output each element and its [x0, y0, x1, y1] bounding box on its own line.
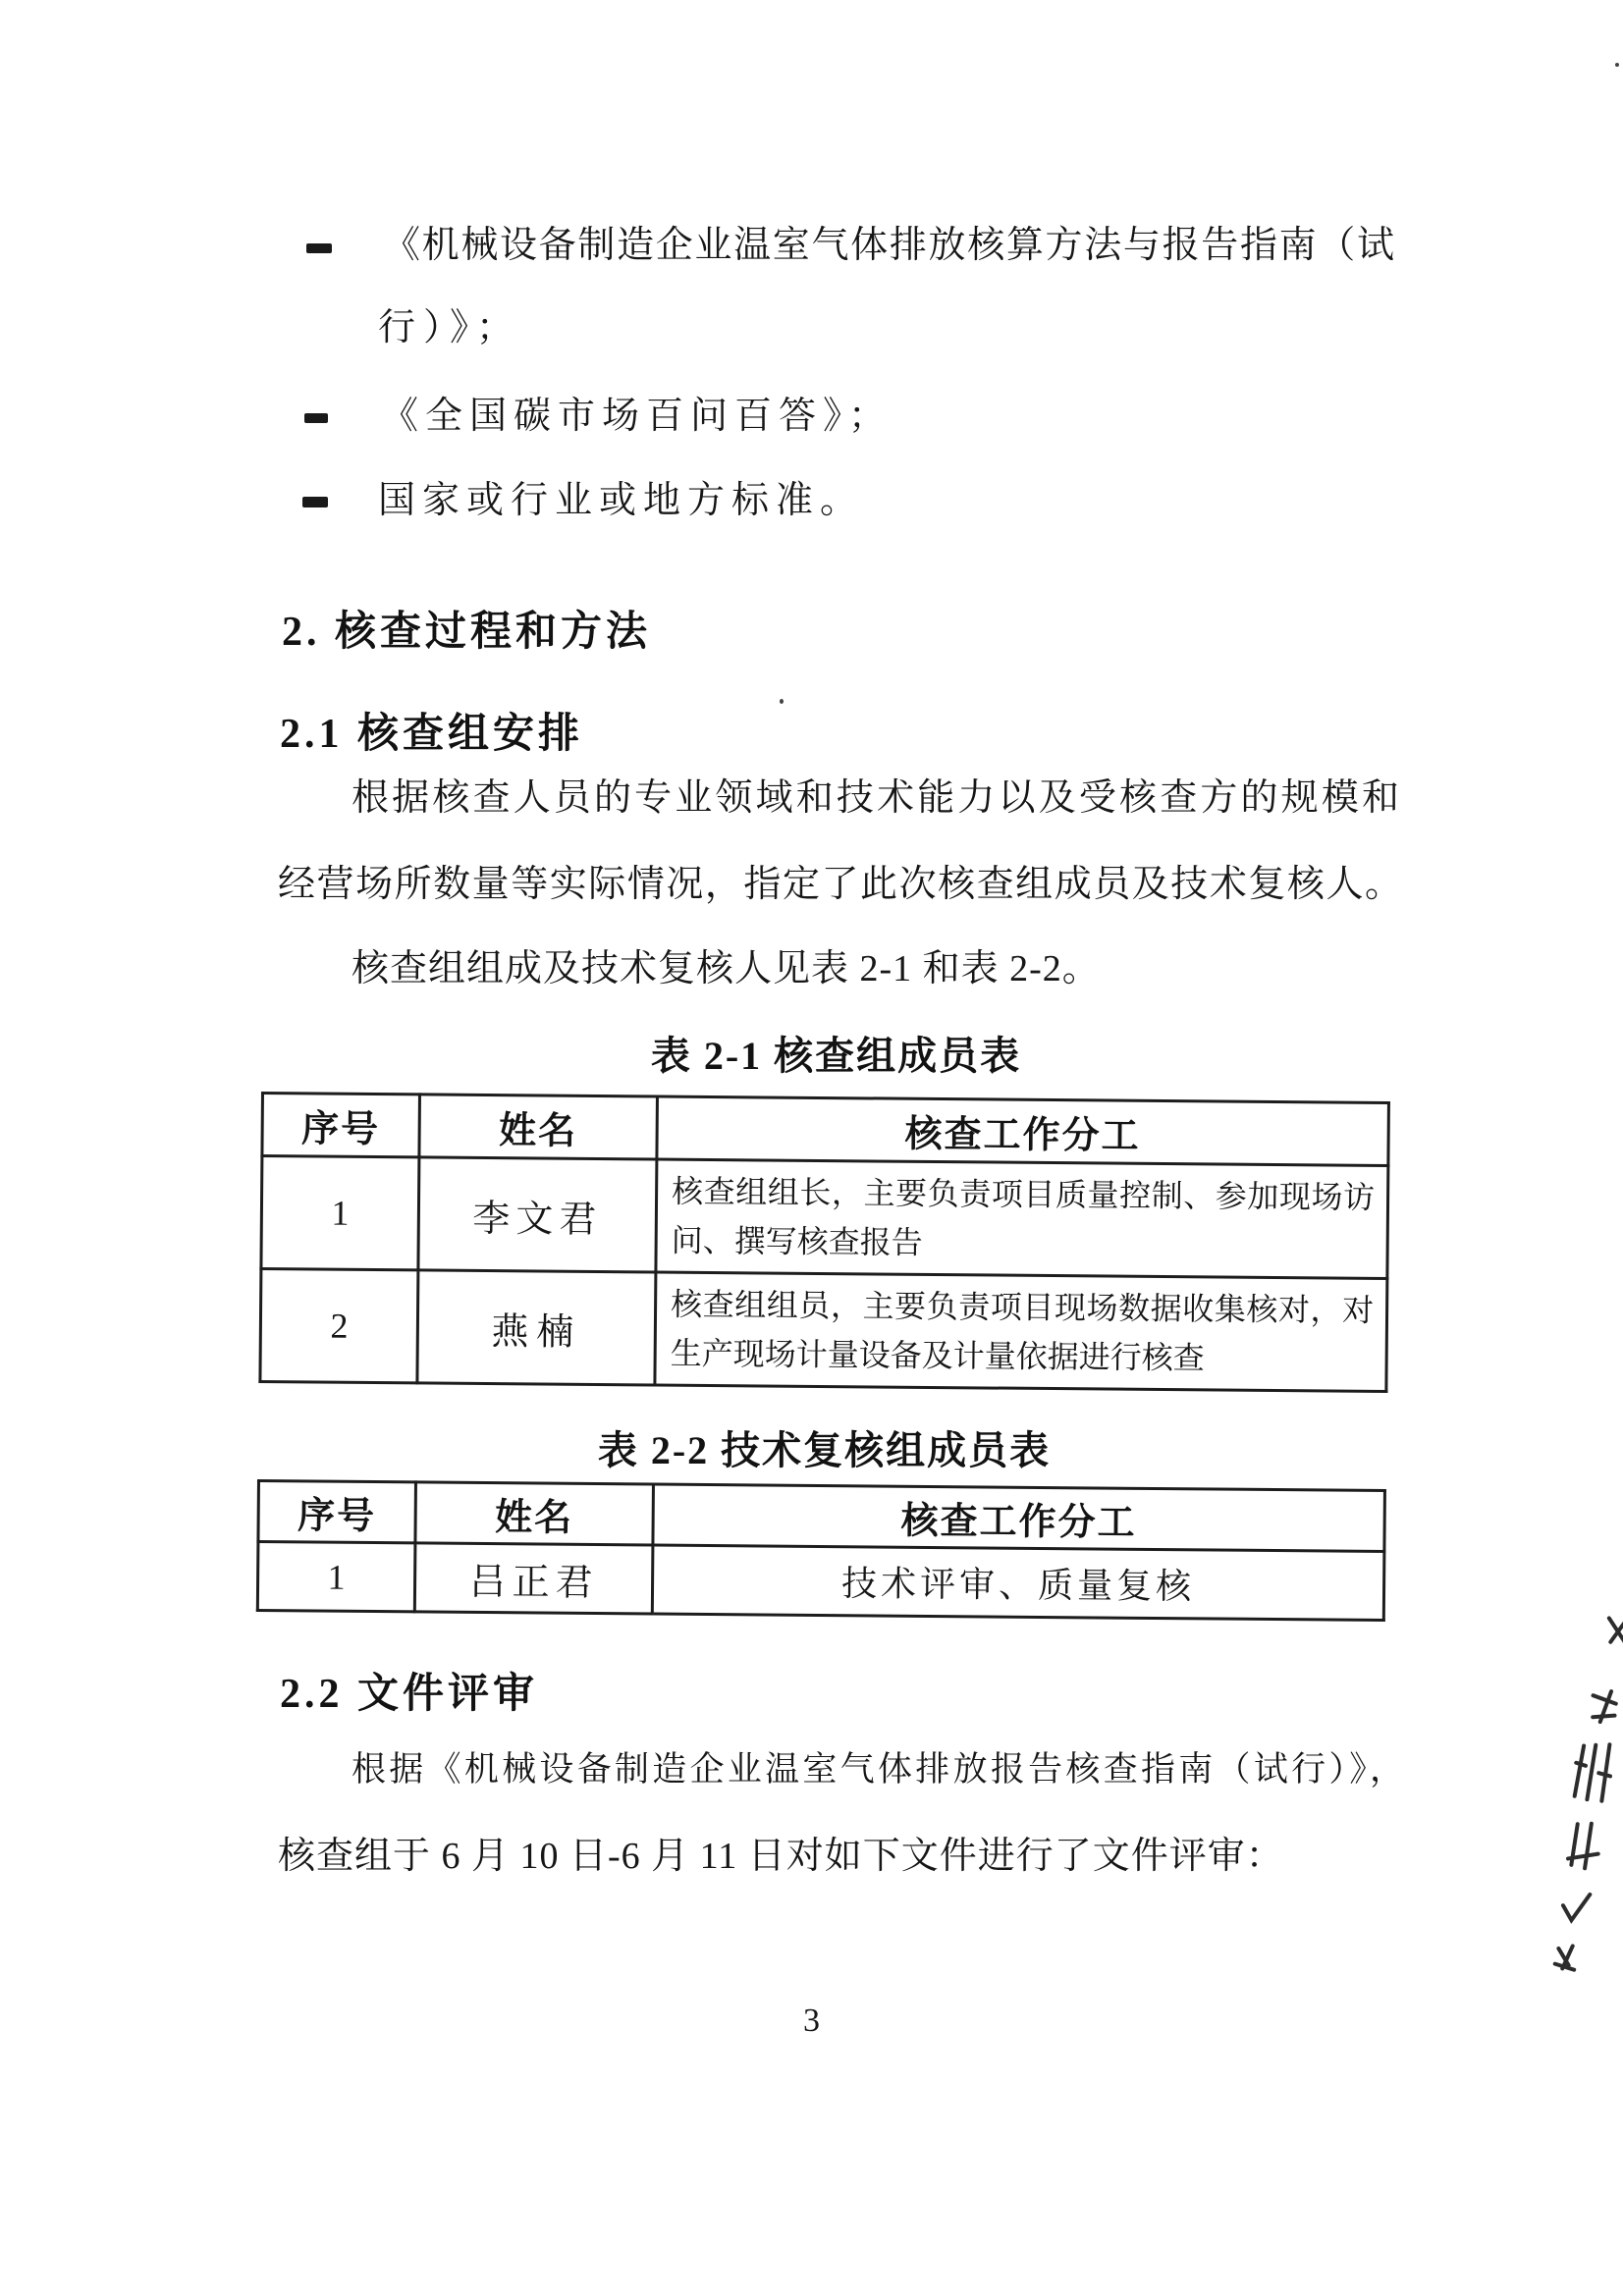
bullet-item-text: 《全国碳市场百问百答》；: [381, 396, 893, 437]
ink-speck: [780, 699, 784, 704]
bullet-item-text: 国家或行业或地方标准。: [378, 480, 865, 521]
section-heading: 2. 核查过程和方法: [282, 610, 652, 655]
paragraph-line: 根据核查人员的专业领域和技术能力以及受核查方的规模和: [352, 777, 1399, 819]
column-header: 序号: [262, 1094, 420, 1157]
duty-line: 核查组组员，主要负责项目现场数据收集核对，对: [670, 1286, 1375, 1328]
bullet-item-text: 行）》；: [378, 307, 522, 348]
cell-duty: [656, 1159, 1388, 1278]
cell-duty: [655, 1272, 1387, 1391]
table-row: [257, 1542, 1384, 1621]
column-header: 核查工作分工: [657, 1096, 1389, 1165]
bullet-dash: [302, 497, 328, 507]
table-header-row: [258, 1481, 1384, 1552]
verification-team-table: [258, 1092, 1390, 1393]
table-row: [261, 1156, 1388, 1279]
bullet-dash: [304, 413, 328, 423]
bullet-dash: [306, 243, 332, 253]
column-header: 核查工作分工: [653, 1484, 1385, 1551]
paragraph-line: 核查组于 6 月 10 日-6 月 11 日对如下文件进行了文件评审：: [278, 1836, 1284, 1877]
right-edge-stamp-fragment-artifact: [1541, 1595, 1623, 1993]
cell-duty: 技术评审、质量复核: [652, 1545, 1384, 1620]
paragraph-line: 根据《机械设备制造企业温室气体排放报告核查指南（试行）》，: [352, 1750, 1404, 1789]
page-number: 3: [803, 2002, 820, 2039]
cell-name: 吕正君: [414, 1543, 653, 1614]
cell-no: 2: [260, 1269, 418, 1383]
technical-review-team-table: [256, 1479, 1386, 1622]
duty-line: 生产现场计量设备及计量依据进行核查: [670, 1335, 1205, 1376]
ink-speck: [1615, 63, 1619, 67]
table-title: 表 2-1 核查组成员表: [650, 1034, 1022, 1078]
duty-line: 问、撰写核查报告: [671, 1222, 923, 1260]
cell-name: 燕楠: [417, 1270, 656, 1385]
cell-no: 1: [257, 1542, 415, 1612]
table-row: [260, 1269, 1387, 1392]
cell-no: 1: [261, 1156, 419, 1270]
column-header: 姓名: [415, 1482, 654, 1545]
subsection-heading: 2.1 核查组安排: [280, 712, 584, 757]
column-header: 序号: [258, 1481, 416, 1543]
column-header: 姓名: [419, 1095, 658, 1159]
table-title: 表 2-2 技术复核组成员表: [597, 1428, 1052, 1472]
bullet-item-text: 《机械设备制造企业温室气体排放核算方法与报告指南（试: [383, 225, 1394, 266]
table-header-row: [262, 1094, 1389, 1166]
subsection-heading: 2.2 文件评审: [280, 1672, 539, 1717]
duty-line: 核查组组长，主要负责项目质量控制、参加现场访: [671, 1173, 1376, 1215]
paragraph-line: 核查组组成及技术复核人见表 2-1 和表 2-2。: [352, 948, 1101, 989]
cell-name: 李文君: [418, 1157, 657, 1272]
paragraph-line: 经营场所数量等实际情况，指定了此次核查组成员及技术复核人。: [278, 864, 1402, 905]
